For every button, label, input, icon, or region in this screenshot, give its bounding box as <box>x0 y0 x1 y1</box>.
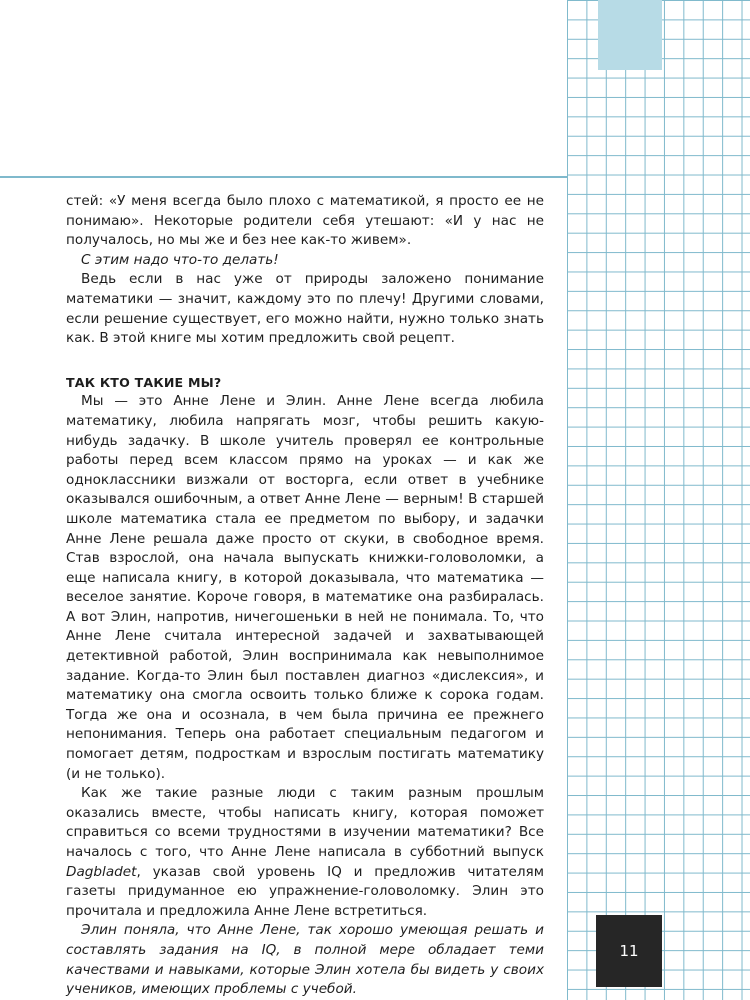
section-paragraph-2-text-b: , указав свой уровень IQ и предложив читателям газеты придуманное ею упражнение-головоломку. Элин это прочитала и предложила Анне Лене встретиться. <box>66 863 544 919</box>
intro-paragraph-3: Ведь если в нас уже от природы заложено понимание математики — значит, каждому это по плечу! Другими словами, если решение существует, его можно найти, нужно только знать как. В этой книге мы хотим предложить свой рецепт. <box>66 271 544 347</box>
section-paragraph-1: Мы — это Анне Лене и Элин. Анне Лене всегда любила математику, любила напрягать мозг, чтобы решить какую-нибудь задачку. В школе учитель проверял ее контрольные работы перед всем классом прямо на уроках — и как же одноклассники визжали от восторга, если ответ в учебнике оказывался ошибочным, а ответ Анне Лене — верным! В старшей школе математика стала ее предметом по выбору, и задачки Анне Лене решала даже просто от скуки, в свободное время. Став взрослой, она начала выпускать книжки-головоломки, а еще написала книгу, в которой доказывала, что математика — веселое занятие. Короче говоря, в математике она разбиралась. А вот Элин, напротив, ничегошеньки в ней не понимала. То, что Анне Лене считала интересной задачей и захватывающей детективной работой, Элин воспринимала как невыполнимое задание. Когда-то Элин был поставлен диагноз «дислексия», и математику она смогла освоить только ближе к сорока годам. Тогда же она и осознала, в чем была причина ее прежнего непонимания. Теперь она работает специальным педагогом и помогает детям, подросткам и взрослым постигать математику (и не только). <box>66 393 544 782</box>
section-paragraph-2 <box>66 784 544 921</box>
section-heading: ТАК КТО ТАКИЕ МЫ? <box>66 374 222 390</box>
intro-paragraph-italic: С этим надо что-то делать! <box>81 251 279 268</box>
intro-paragraph-1: стей: «У меня всегда было плохо с математикой, я просто ее не понимаю». Некоторые родители себя утешают: «И у нас не получалось, но мы же и без нее как-то живем». <box>66 193 544 249</box>
body-text <box>66 192 544 1000</box>
header-rule <box>0 176 567 178</box>
section-paragraph-3-italic: Элин поняла, что Анне Лене, так хорошо умеющая решать и составлять задания на IQ, в полной мере обладает теми качествами и навыками, которые Элин хотела бы видеть у своих учеников, имеющих проблемы с учебой. <box>66 922 544 998</box>
graph-paper-margin <box>567 0 750 1000</box>
newspaper-title: Dagbladet <box>66 863 137 880</box>
page-number-label: 11 <box>619 942 639 960</box>
page-number <box>596 915 662 987</box>
corner-accent-block <box>598 0 662 70</box>
section-paragraph-2-text-a: Как же такие разные люди с таким разным прошлым оказались вместе, чтобы написать книгу, которая поможет справиться со всеми трудностями в изучении математики? Все началось с того, что Анне Лене написала в субботний выпуск <box>66 785 544 860</box>
